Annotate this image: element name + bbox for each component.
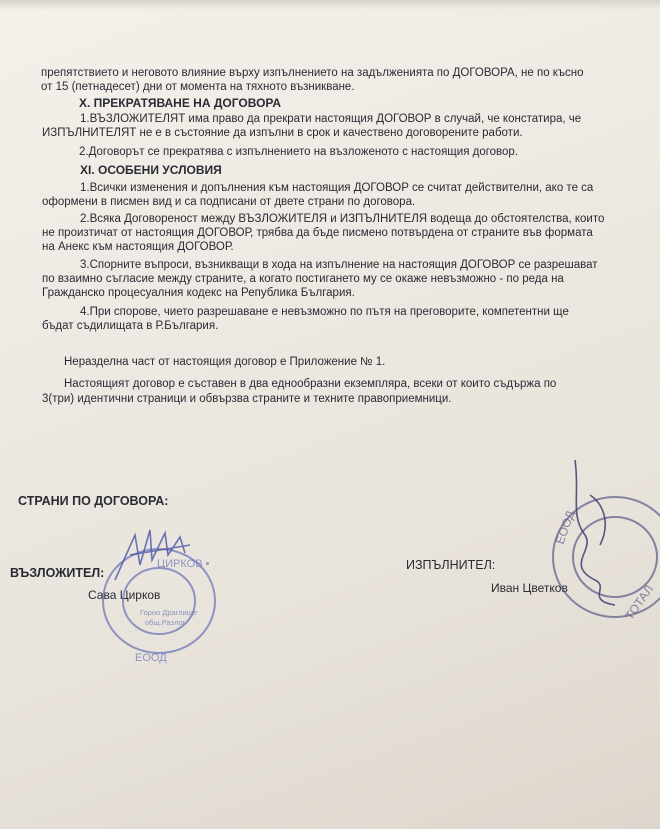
sec10-p1-line1: 1.ВЪЗЛОЖИТЕЛЯТ има право да прекрати настоящия ДОГОВОР в случай, че констатира, че	[80, 113, 582, 125]
sec11-p4-line1: 4.При спорове, чието разрешаване е невъзможно по пътя на преговорите, компетентни ще	[80, 306, 569, 318]
sec11-p3-line2: по взаимно съгласие между страните, а когато постигането му се окаже невъзможно - по реда на	[42, 273, 564, 285]
svg-text:Горно Драглище: Горно Драглище	[140, 608, 198, 617]
client-signature	[110, 525, 200, 590]
svg-text:ТОТАЛ: ТОТАЛ	[622, 582, 657, 623]
client-name: Сава Цирков	[88, 588, 161, 602]
annex-line: Неразделна част от настоящия договор е Приложение № 1.	[64, 356, 386, 368]
section-11-title: XI. ОСОБЕНИ УСЛОВИЯ	[80, 163, 222, 177]
sec11-p4-line2: бъдат съдилищата в Р.България.	[42, 320, 219, 332]
contractor-label: ИЗПЪЛНИТЕЛ:	[406, 558, 496, 572]
sec11-p3-line1: 3.Спорните въпроси, възникващи в хода на изпълнение на настоящия ДОГОВОР се разрешават	[80, 259, 598, 271]
sec11-p1-line1: 1.Всички изменения и допълнения към настоящия ДОГОВОР се считат действителни, ако те са	[80, 182, 594, 194]
sec11-p1-line2: оформени в писмен вид и са подписани от двете страни по договора.	[42, 196, 416, 208]
parties-title: СТРАНИ ПО ДОГОВОРА:	[18, 494, 169, 508]
section-10-title: X. ПРЕКРАТЯВАНЕ НА ДОГОВОРА	[79, 96, 282, 110]
svg-text:ЕООД: ЕООД	[135, 652, 167, 664]
copies-line-2: 3(три) идентични страници и обвързва страните и техните правоприемници.	[42, 393, 452, 405]
sec11-p3-line3: Гражданско процесуалния кодекс на Република България.	[42, 287, 355, 299]
page-top-shadow	[0, 0, 660, 10]
svg-text:общ.Разлог: общ.Разлог	[145, 618, 186, 627]
svg-text:ЕООД: ЕООД	[552, 508, 578, 547]
copies-line-1: Настоящият договор е съставен в два еднообразни екземпляра, всеки от които съдържа по	[64, 378, 557, 390]
sec10-p1-line2: ИЗПЪЛНИТЕЛЯТ не е в състояние да изпълни в срок и качествено договорените работи.	[42, 127, 523, 139]
contractor-name: Иван Цветков	[491, 581, 568, 595]
sec10-p2-line1: 2.Договорът се прекратява с изпълнението на възложеното с настоящия договор.	[79, 146, 519, 158]
intro-line-1: препятствието и неговото влияние върху изпълнението на задълженията по ДОГОВОРА, не по късно	[41, 67, 584, 79]
contractor-signature	[552, 455, 635, 615]
client-label: ВЪЗЛОЖИТЕЛ:	[10, 566, 105, 580]
sec11-p2-line3: на Анекс към настоящия ДОГОВОР.	[42, 241, 234, 253]
sec11-p2-line2: не произтичат от настоящия ДОГОВОР, трябва да бъде писмено потвърдена от страните във формата	[42, 227, 593, 239]
svg-text:ЦИРКОВ •: ЦИРКОВ •	[157, 558, 210, 570]
intro-line-2: от 15 (петнадесет) дни от момента на тяхното възникване.	[41, 81, 355, 93]
sec11-p2-line1: 2.Всяка Договореност между ВЪЗЛОЖИТЕЛЯ и ИЗПЪЛНИТЕЛЯ водеща до обстоятелства, които	[80, 213, 605, 225]
